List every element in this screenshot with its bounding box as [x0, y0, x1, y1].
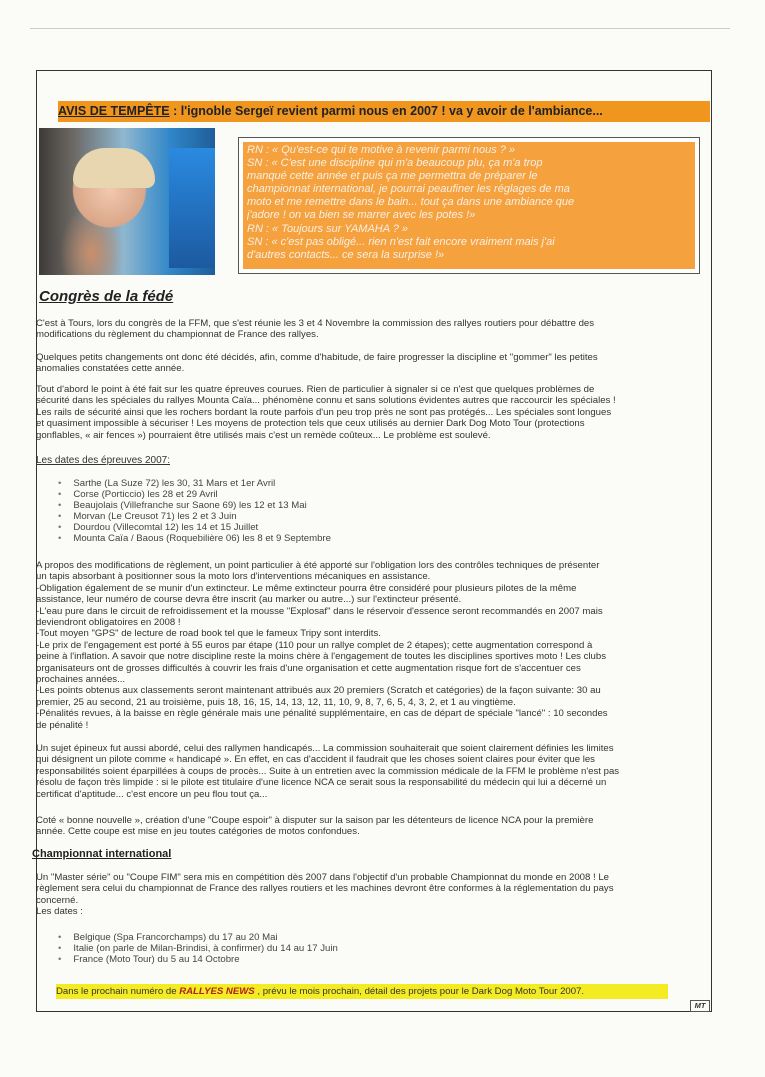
- dates-list-2007: [58, 478, 331, 544]
- text-line: Coté « bonne nouvelle », création d'une "Coupe espoir" à disputer sur la saison par les détenteurs de licence NCA pour la première: [36, 815, 594, 826]
- text-line: -Obligation également de se munir d'un extincteur. Le même extincteur pourra être considéré pour plusieurs pilotes de la même: [36, 582, 577, 594]
- text-line: qui désignent un pilote comme « handicapé ». En effet, en cas d'accident il faudrait que les choses soient claires pour éviter que les: [36, 754, 595, 766]
- headline-text: : l'ignoble Sergeï revient parmi nous en 2007 ! va y avoir de l'ambiance...: [169, 104, 603, 118]
- next-issue-after: , prévu le mois prochain, détail des projets pour le Dark Dog Moto Tour 2007.: [254, 986, 585, 997]
- text-line: deviendront obligatoires en 2008 !: [36, 617, 181, 629]
- text-line: premier, 25 au second, 21 au troisième, puis 18, 16, 15, 14, 13, 12, 11, 10, 9, 8, 7, 6, 5, 4, 3, 2, et 1 au vingtième.: [36, 696, 516, 708]
- text-line: un tapis absorbant à positionner sous la moto lors d'interventions mécaniques en assistance.: [36, 571, 431, 583]
- date-item: • Dourdou (Villecomtal 12) les 14 et 15 Juillet: [58, 522, 331, 533]
- interview-line: moto et me remettre dans le bain... tout ça dans une ambiance que: [247, 196, 575, 209]
- text-line: -Les points obtenus aux classements seront maintenant attribués aux 20 premiers (Scratch et catégories) de la façon suivante: 30 au: [36, 685, 601, 697]
- text-line: Les rails de sécurité ainsi que les rochers bordant la route parfois d'un peu trop près ne sont pas protégés... Les spéciales sont longues: [36, 406, 612, 418]
- rider-photo: [39, 128, 215, 275]
- text-line: anomalies constatées cette année.: [36, 363, 185, 375]
- author-initials: MT: [690, 1000, 710, 1012]
- date-item: • Belgique (Spa Francorchamps) du 17 au 20 Mai: [58, 932, 338, 943]
- paragraph-intro: [36, 318, 704, 341]
- paragraph-handicap: [36, 743, 704, 800]
- date-item: • Morvan (Le Creusot 71) les 2 et 3 Juin: [58, 511, 331, 522]
- text-line: peine à l'inflation. A savoir que notre discipline reste la moins chère à l'engagement de toutes les disciplines sportives moto ! Les clubs: [36, 651, 607, 663]
- interview-line: championnat international, je pourrai peaufiner les réglages de ma: [247, 183, 570, 196]
- interview-text: [243, 142, 695, 269]
- text-line: -Le prix de l'engagement est porté à 55 euros par étape (110 pour un rallye complet de 2 étapes); cette augmentation correspond à: [36, 639, 593, 651]
- section-title-championnat: Championnat international: [32, 848, 172, 860]
- text-line: et quasiment impossible à sécuriser ! Les moyens de protection tels que ceux utilisés au dernier Dark Dog Moto Tour (protections: [36, 418, 585, 430]
- text-line: sécurité dans les spéciales du rallyes Mounta Caïa... phénomène connu et sans solutions évidentes autres que raccourcir les spéciales !: [36, 395, 616, 407]
- section-title-congres: Congrès de la fédé: [39, 288, 174, 305]
- interview-line: SN : « C'est une discipline qui m'a beaucoup plu, ça m'a trop: [247, 157, 543, 170]
- interview-line: j'adore ! on va bien se marrer avec les potes !»: [247, 209, 476, 222]
- brand-rallyes-news: RALLYES NEWS: [179, 986, 255, 997]
- text-line: certificat d'aptitude... c'est encore un peu flou tout ça...: [36, 788, 268, 800]
- text-line: organisateurs ont de grosses difficultés à couvrir les frais d'une organisation et cette augmentation risque fort de s'accentuer ces: [36, 662, 581, 674]
- text-line: A propos des modifications de règlement, un point particulier à été apporté sur l'obligation lors des contrôles techniques de présenter: [36, 560, 600, 571]
- interview-line: RN : « Toujours sur YAMAHA ? »: [247, 222, 408, 235]
- dates-list-international: [58, 932, 338, 965]
- text-line: gonflables, « air fences ») pourraient être utilisés mais c'est un remède coûteux... Le problème est soulevé.: [36, 429, 491, 441]
- interview-box: [238, 137, 700, 274]
- interview-line: SN : « c'est pas obligé... rien n'est fait encore vraiment mais j'ai: [247, 235, 555, 248]
- text-line: assistance, leur numéro de course devra être inscrit (au marker ou autre...) sur l'extincteur présenté.: [36, 594, 462, 606]
- date-item: • Sarthe (La Suze 72) les 30, 31 Mars et 1er Avril: [58, 478, 331, 489]
- text-line: responsabilités soient éparpillées à coups de procès... Suite à un entretien avec la commission médicale de la FFM le problème n'est pas: [36, 765, 620, 777]
- text-line: résolu de façon très limpide : si le pilote est titulaire d'une licence NCA ce serait sous la responsabilité du médecin qui lui a décerné un: [36, 777, 607, 789]
- paragraph-security: [36, 384, 704, 441]
- text-line: C'est à Tours, lors du congrès de la FFM, que s'est réunie les 3 et 4 Novembre la commission des rallyes routiers pour débattre des: [36, 318, 595, 329]
- date-item: • Italie (on parle de Milan-Brindisi, à confirmer) du 14 au 17 Juin: [58, 943, 338, 954]
- text-line: année. Cette coupe est mise en jeu toutes catégories de motos confondues.: [36, 826, 360, 838]
- rider-hair: [73, 148, 155, 188]
- text-line: de pénalité !: [36, 719, 89, 731]
- top-rule: [30, 28, 730, 29]
- rider-helmet: [169, 148, 215, 268]
- interview-line: d'autres contacts... ce sera la surprise !»: [247, 248, 445, 261]
- date-item: • France (Moto Tour) du 5 au 14 Octobre: [58, 954, 338, 965]
- text-line: -L'eau pure dans le circuit de refroidissement et la mousse "Explosaf" dans le réservoir d'essence seront recommandés en 2007 mais: [36, 605, 603, 617]
- text-line: Un sujet épineux fut aussi abordé, celui des rallymen handicapés... La commission souhaiterait que soient clairement définies les limites: [36, 743, 614, 754]
- text-line: Tout d'abord le point à été fait sur les quatre épreuves courues. Rien de particulier à signaler si ce n'est que quelques problèmes de: [36, 384, 595, 395]
- text-line: Un "Master série" ou "Coupe FIM" sera mis en compétition dès 2007 dans l'objectif d'un probable Championnat du monde en 2008 ! Le: [36, 872, 609, 883]
- paragraph-reglement: [36, 560, 704, 731]
- dates-subtitle: Les dates des épreuves 2007:: [36, 455, 170, 466]
- headline-banner: [58, 101, 710, 122]
- text-line: -Tout moyen "GPS" de lecture de road book tel que le fameux Tripy sont interdits.: [36, 628, 381, 640]
- paragraph-coupe-espoir: [36, 815, 704, 838]
- date-item: • Corse (Porticcio) les 28 et 29 Avril: [58, 489, 331, 500]
- text-line: Les dates :: [36, 906, 83, 918]
- next-issue-before: Dans le prochain numéro de: [56, 986, 180, 997]
- text-line: Quelques petits changements ont donc été décidés, afin, comme d'habitude, de faire progresser la discipline et "gommer" les petites: [36, 352, 598, 363]
- text-line: -Pénalités revues, à la baisse en règle générale mais une pénalité supplémentaire, en cas de départ de spéciale "lancé" : 10 secondes: [36, 708, 608, 720]
- text-line: prochaines années...: [36, 674, 126, 686]
- text-line: règlement sera celui du championnat de France des rallyes routiers et les machines devront être conformes à la réglementation du pays: [36, 883, 614, 895]
- paragraph-changes: [36, 352, 704, 375]
- interview-line: RN : « Qu'est-ce qui te motive à revenir parmi nous ? »: [247, 144, 516, 156]
- interview-line: manqué cette année et puis ça me permettra de préparer le: [247, 170, 538, 183]
- text-line: modifications du règlement du championnat de France des rallyes.: [36, 329, 319, 341]
- text-line: concerné.: [36, 894, 79, 906]
- paragraph-master-serie: [36, 872, 704, 918]
- date-item: • Mounta Caïa / Baous (Roquebilière 06) les 8 et 9 Septembre: [58, 533, 331, 544]
- headline-prefix: AVIS DE TEMPÊTE: [58, 104, 170, 118]
- next-issue-note: [56, 984, 668, 999]
- date-item: • Beaujolais (Villefranche sur Saone 69) les 12 et 13 Mai: [58, 500, 331, 511]
